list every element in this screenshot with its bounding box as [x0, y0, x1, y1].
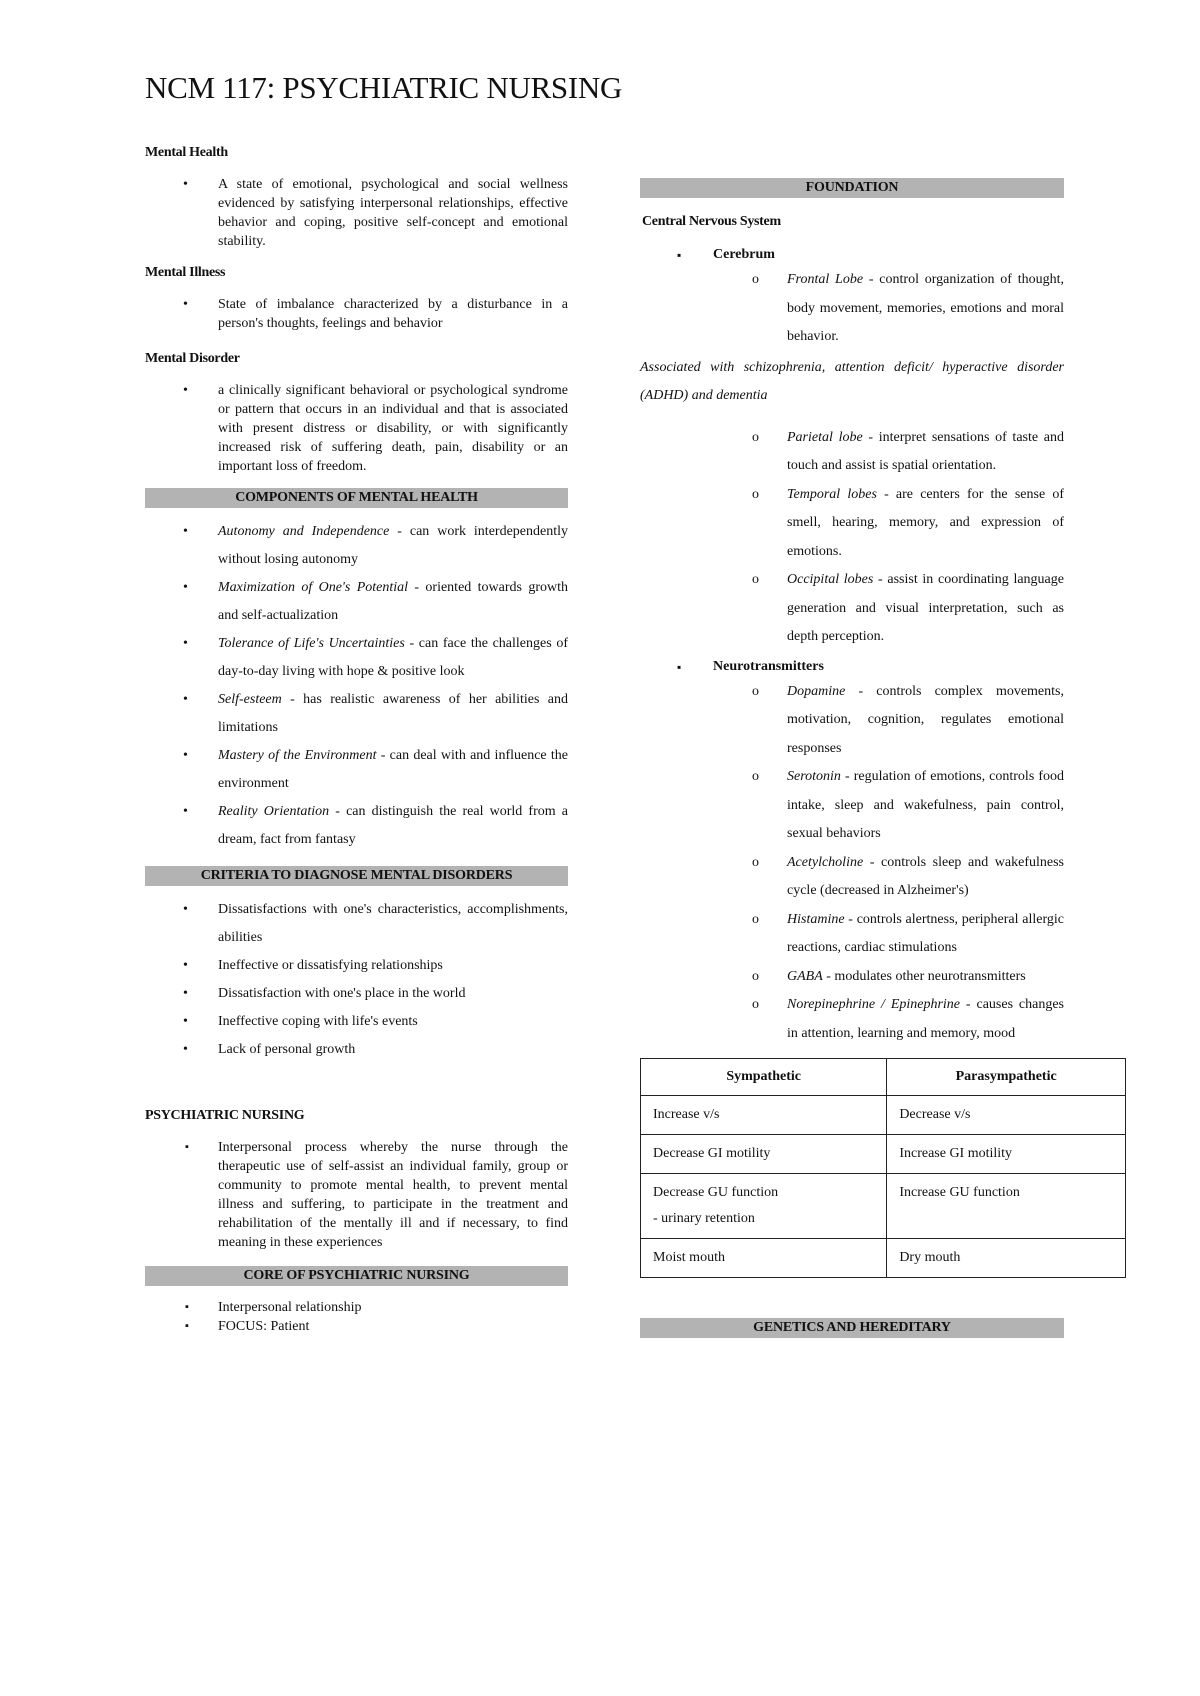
list-item: [640, 763, 1064, 849]
list-item: [640, 424, 1064, 481]
list-item: [145, 518, 568, 574]
table-cell: Decrease v/s: [887, 1096, 1126, 1135]
table-cell: Decrease GU function - urinary retention: [641, 1174, 887, 1239]
components-section-band: COMPONENTS OF MENTAL HEALTH: [145, 488, 568, 508]
table-row: [641, 1135, 1126, 1174]
genetics-section-band: GENETICS AND HEREDITARY: [640, 1318, 1064, 1338]
page-title: NCM 117: PSYCHIATRIC NURSING: [145, 70, 623, 105]
desc: - can face the challenges of day-to-day living with hope & positive look: [218, 636, 568, 679]
table-cell: Decrease GI motility: [641, 1135, 887, 1174]
mental-illness-heading: Mental Illness: [145, 265, 226, 280]
frontal-note: Associated with schizophrenia, attention deficit/ hyperactive disorder (ADHD) and dementia: [640, 359, 1064, 403]
term: Self-esteem: [218, 692, 282, 707]
foundation-section-band: FOUNDATION: [640, 178, 1064, 198]
neurotransmitters-label: ▪ Neurotransmitters: [640, 656, 1064, 678]
list-item: [145, 798, 568, 854]
cerebrum-label: ▪ Cerebrum: [640, 244, 1064, 266]
list-item: • Ineffective or dissatisfying relationships: [145, 952, 568, 980]
term: Parietal lobe: [787, 429, 863, 445]
list-item: [640, 991, 1064, 1048]
desc: - controls complex movements, motivation, cognition, regulates emotional responses: [787, 683, 1064, 756]
criteria-section-band: CRITERIA TO DIAGNOSE MENTAL DISORDERS: [145, 866, 568, 886]
list-item: • a clinically significant behavioral or psychological syndrome or pattern that occurs in an individual and that is associated with present distress or disability, or with significantly increased risk of suffering death, pain, disability or an important loss of freedom.: [145, 381, 568, 476]
desc: - controls alertness, peripheral allergic reactions, cardiac stimulations: [787, 911, 1064, 955]
table-cell: Moist mouth: [641, 1239, 887, 1278]
list-item: [145, 574, 568, 630]
list-item: [640, 266, 1064, 352]
mental-health-heading: Mental Health: [145, 145, 228, 160]
list-item: • Dissatisfactions with one's characteristics, accomplishments, abilities: [145, 896, 568, 952]
list-item: • Lack of personal growth: [145, 1036, 568, 1064]
term: Dopamine: [787, 683, 846, 699]
desc: - has realistic awareness of her abilities and limitations: [218, 692, 568, 735]
list-item: [145, 686, 568, 742]
frontal-list: [640, 266, 1064, 352]
list-item: • Ineffective coping with life's events: [145, 1008, 568, 1036]
mental-health-list: [145, 175, 568, 251]
cns-heading: Central Nervous System: [642, 214, 781, 229]
term: Norepinephrine / Epinephrine: [787, 997, 961, 1012]
column-header: Sympathetic: [641, 1059, 887, 1096]
desc: - regulation of emotions, controls food intake, sleep and wakefulness, pain control, sexual behaviors: [787, 769, 1064, 841]
desc: - are centers for the sense of smell, hearing, memory, and expression of emotions.: [787, 486, 1064, 559]
desc: - oriented towards growth and self-actualization: [218, 580, 568, 623]
list-item: [640, 963, 1064, 992]
term: Autonomy and Independence: [218, 524, 390, 539]
lobes-list: [640, 424, 1064, 652]
list-item: ▪ FOCUS: Patient: [145, 1317, 568, 1336]
list-item: • A state of emotional, psychological and social wellness evidenced by satisfying interpersonal relationships, effective behavior and coping, positive self-concept and emotional stability.: [145, 175, 568, 251]
term: Mastery of the Environment: [218, 748, 377, 763]
left-column: [145, 145, 568, 1350]
term: Acetylcholine: [787, 854, 864, 870]
term: Histamine: [787, 911, 845, 927]
list-item: [640, 481, 1064, 567]
desc: - can work interdependently without losing autonomy: [218, 524, 568, 567]
term: Temporal lobes: [787, 486, 877, 502]
table-cell: Increase GU function: [887, 1174, 1126, 1239]
table-row: [641, 1174, 1126, 1239]
criteria-list: [145, 896, 568, 1064]
list-item: [640, 849, 1064, 906]
table-cell: Dry mouth: [887, 1239, 1126, 1278]
list-item: [145, 742, 568, 798]
table-row: [641, 1239, 1126, 1278]
term: Maximization of One's Potential: [218, 580, 409, 595]
mental-disorder-heading: Mental Disorder: [145, 351, 240, 366]
table-header-row: [641, 1059, 1126, 1096]
psychiatric-nursing-heading: PSYCHIATRIC NURSING: [145, 1108, 305, 1123]
term: Serotonin: [787, 769, 841, 784]
components-list: [145, 518, 568, 854]
list-item: [640, 566, 1064, 652]
term: Reality Orientation: [218, 804, 330, 819]
desc: - controls sleep and wakefulness cycle (decreased in Alzheimer's): [787, 854, 1064, 898]
term: GABA: [787, 968, 823, 984]
list-item: • Dissatisfaction with one's place in the world: [145, 980, 568, 1008]
list-item: • State of imbalance characterized by a disturbance in a person's thoughts, feelings and behavior: [145, 295, 568, 333]
mental-disorder-list: [145, 381, 568, 476]
list-item: [640, 678, 1064, 764]
table-cell: Increase v/s: [641, 1096, 887, 1135]
column-header: Parasympathetic: [887, 1059, 1126, 1096]
neurotransmitters-list: [640, 678, 1064, 1049]
term: Tolerance of Life's Uncertainties: [218, 636, 405, 651]
list-item: [640, 906, 1064, 963]
desc: - control organization of thought, body movement, memories, emotions and moral behavior.: [787, 272, 1064, 344]
desc: - assist in coordinating language generation and visual interpretation, such as depth perception.: [787, 572, 1064, 644]
autonomic-comparison-table: [640, 1058, 1126, 1278]
core-list: [145, 1298, 568, 1336]
desc: - causes changes in attention, learning and memory, mood: [787, 997, 1065, 1041]
table-row: [641, 1096, 1126, 1135]
desc: - interpret sensations of taste and touch and assist is spatial orientation.: [787, 429, 1064, 473]
core-section-band: CORE OF PSYCHIATRIC NURSING: [145, 1266, 568, 1286]
list-item: ▪ Interpersonal relationship: [145, 1298, 568, 1317]
term: Occipital lobes: [787, 572, 874, 587]
desc: - can distinguish the real world from a dream, fact from fantasy: [218, 804, 568, 847]
psychiatric-nursing-list: [145, 1138, 568, 1252]
list-item: ▪ Interpersonal process whereby the nurse through the therapeutic use of self-assist an individual family, group or community to promote mental health, to prevent mental illness and suffering, to participate in the treatment and rehabilitation of the mentally ill and if necessary, to find meaning in these experiences: [145, 1138, 568, 1252]
right-column: [640, 178, 1064, 1338]
mental-illness-list: [145, 295, 568, 333]
list-item: [145, 630, 568, 686]
desc: - can deal with and influence the environment: [218, 748, 569, 791]
term: Frontal Lobe: [787, 272, 864, 287]
table-cell: Increase GI motility: [887, 1135, 1126, 1174]
desc: - modulates other neurotransmitters: [822, 968, 1026, 984]
